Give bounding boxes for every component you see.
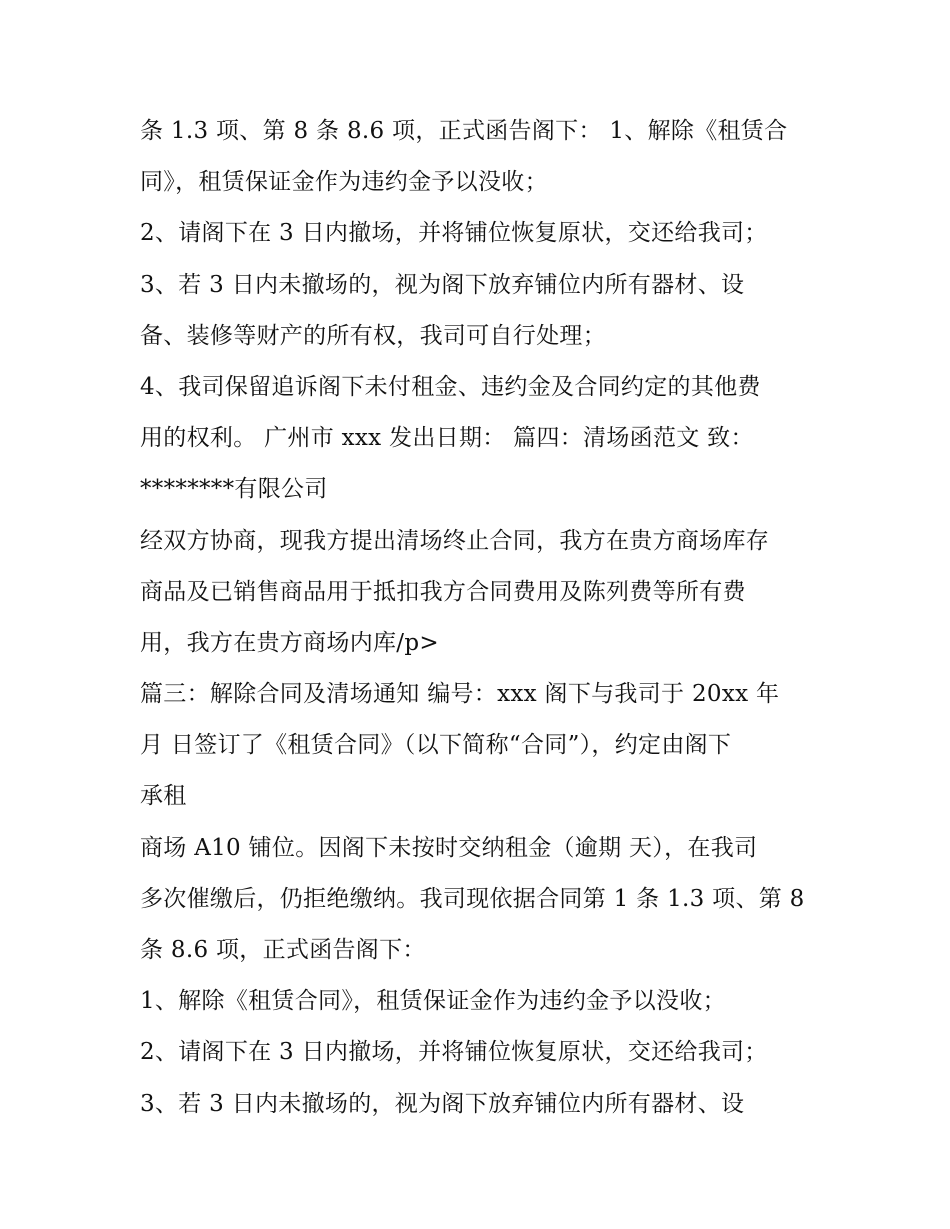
text-line: 2、请阁下在 3 日内撤场，并将铺位恢复原状，交还给我司； [140, 1039, 768, 1066]
text-line: 条 8.6 项，正式函告阁下： [140, 937, 426, 963]
text-line: 经双方协商，现我方提出清场终止合同，我方在贵方商场库存 [140, 527, 770, 554]
document-body [140, 106, 830, 1130]
text-line: 承租 [140, 783, 187, 810]
text-line: 用的权利。 广州市 xxx 发出日期： 篇四：清场函范文 致： [140, 425, 754, 452]
text-line: 商品及已销售商品用于抵扣我方合同费用及陈列费等所有费 [140, 578, 746, 605]
text-line: 备、装修等财产的所有权，我司可自行处理； [140, 322, 606, 349]
text-line: 2、请阁下在 3 日内撤场，并将铺位恢复原状，交还给我司； [140, 220, 768, 247]
text-line: 3、若 3 日内未撤场的，视为阁下放弃铺位内所有器材、设 [140, 271, 745, 298]
text-line: 4、我司保留追诉阁下未付租金、违约金及合同约定的其他费 [140, 373, 761, 400]
text-line: 1、解除《租赁合同》，租赁保证金作为违约金予以没收； [140, 988, 726, 1015]
text-line: 商场 A10 铺位。因阁下未按时交纳租金（逾期 天），在我司 [140, 834, 758, 861]
text-line: 3、若 3 日内未撤场的，视为阁下放弃铺位内所有器材、设 [140, 1090, 745, 1117]
text-line: 同》，租赁保证金作为违约金予以没收； [140, 169, 548, 196]
text-line: 月 日签订了《租赁合同》（以下简称“合同”），约定由阁下 [140, 732, 732, 759]
text-line: 篇三：解除合同及清场通知 编号：xxx 阁下与我司于 20xx 年 [140, 681, 780, 708]
text-line: ********有限公司 [140, 476, 328, 503]
text-line: 条 1.3 项、第 8 条 8.6 项，正式函告阁下： 1、解除《租赁合 [140, 118, 788, 144]
text-line: 用，我方在贵方商场内库/p> [140, 629, 439, 656]
text-line: 多次催缴后，仍拒绝缴纳。我司现依据合同第 1 条 1.3 项、第 8 [140, 885, 805, 912]
